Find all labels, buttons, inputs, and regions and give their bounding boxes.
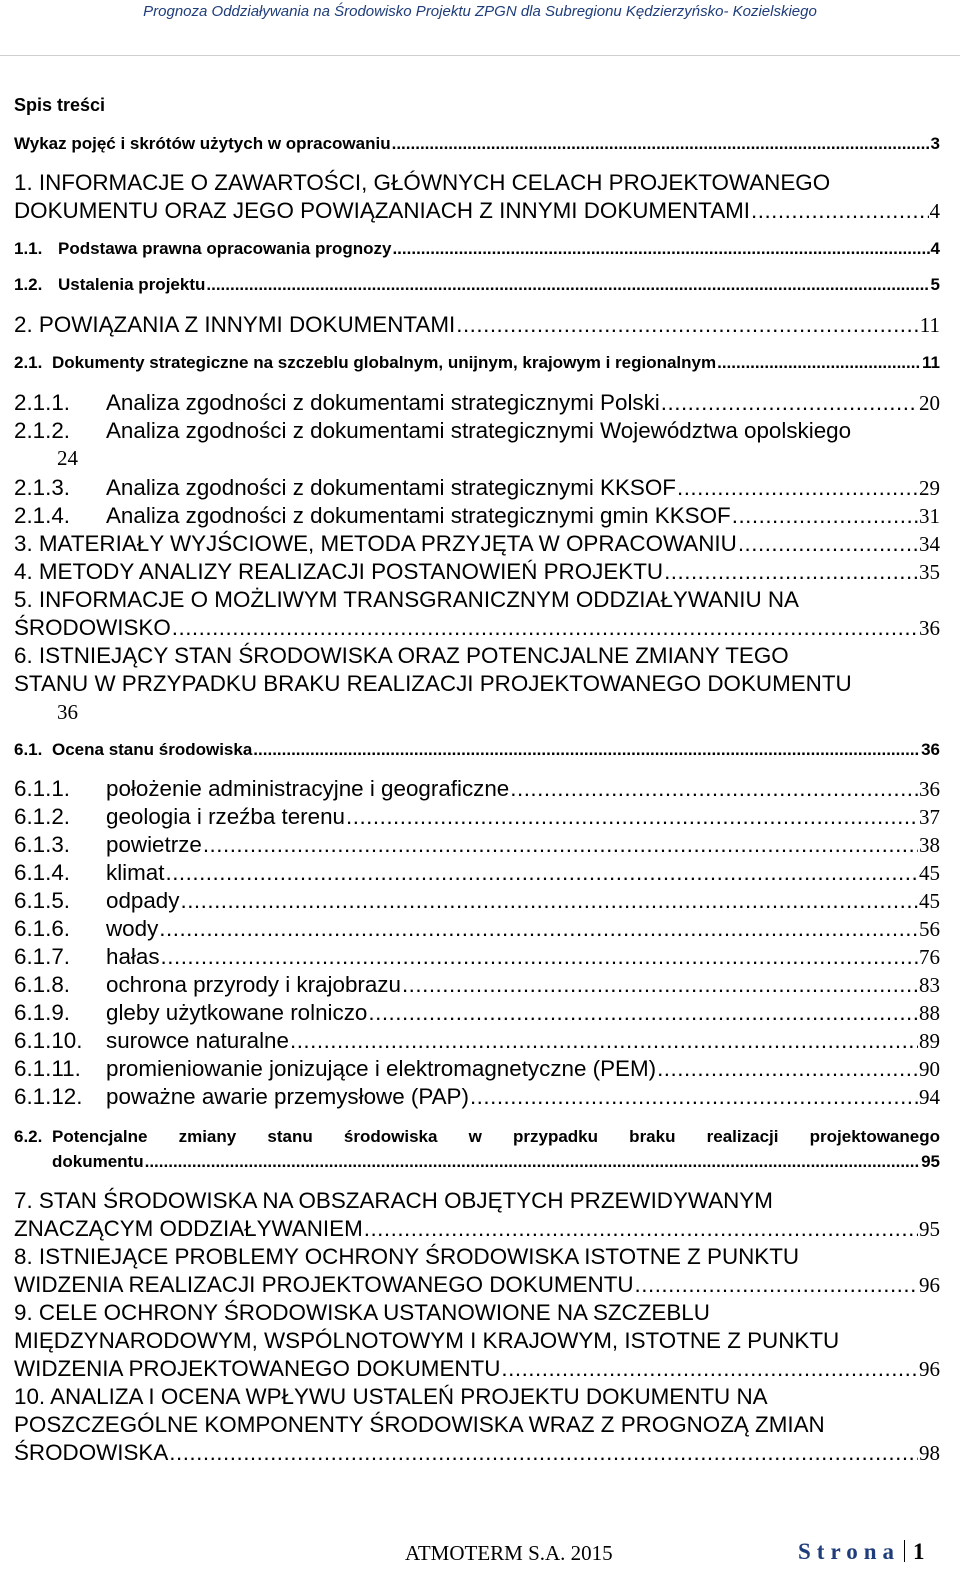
- toc-entry[interactable]: [14, 1083, 940, 1111]
- toc-entry[interactable]: [14, 1355, 940, 1383]
- toc-entry-page: 76: [919, 945, 940, 969]
- toc-entry[interactable]: [14, 311, 940, 339]
- toc-entry-line1[interactable]: 8. ISTNIEJĄCE PROBLEMY OCHRONY ŚRODOWISKA ISTOTNE Z PUNKTU: [14, 1244, 800, 1269]
- dot-leader: [738, 530, 918, 558]
- toc-entry[interactable]: [14, 915, 940, 943]
- toc-entry-text: ŚRODOWISKA: [14, 1440, 169, 1465]
- toc-entry-text: poważne awarie przemysłowe (PAP): [106, 1084, 469, 1109]
- dot-leader: [635, 1271, 918, 1299]
- dot-leader: [161, 943, 918, 971]
- toc-entry-number: 2.1.4.: [14, 503, 71, 528]
- toc-title: Spis treści: [14, 95, 106, 115]
- dot-leader: [206, 273, 929, 297]
- dot-leader: [169, 1439, 918, 1467]
- toc-entry-text: 2. POWIĄZANIA Z INNYMI DOKUMENTAMI: [14, 312, 456, 337]
- toc-entry-text: ŚRODOWISKO: [14, 615, 171, 640]
- toc-entry-number: 2.1.2.: [14, 418, 71, 443]
- toc-entry-text: Ocena stanu środowiska: [52, 740, 253, 759]
- toc-entry[interactable]: [14, 803, 940, 831]
- toc-entry-text: Analiza zgodności z dokumentami strategicznymi KKSOF: [106, 475, 676, 500]
- toc-entry[interactable]: [14, 887, 940, 915]
- dot-leader: [664, 558, 918, 586]
- toc-entry-line1[interactable]: 6. ISTNIEJĄCY STAN ŚRODOWISKA ORAZ POTENCJALNE ZMIANY TEGO: [14, 643, 789, 668]
- toc-entry-text: WIDZENIA REALIZACJI PROJEKTOWANEGO DOKUMENTU: [14, 1272, 634, 1297]
- toc-entry-number: 6.1.10.: [14, 1028, 83, 1053]
- toc-entry-text: Analiza zgodności z dokumentami strategicznymi Województwa opolskiego: [106, 418, 852, 443]
- toc-entry-number: 2.1.1.: [14, 390, 71, 415]
- footer-company: ATMOTERM S.A. 2015: [405, 1541, 613, 1565]
- toc-entry-line2[interactable]: POSZCZEGÓLNE KOMPONENTY ŚRODOWISKA WRAZ Z PROGNOZĄ ZMIAN: [14, 1412, 825, 1437]
- toc-entry-page: 94: [919, 1085, 940, 1109]
- toc-entry-number: 6.1.8.: [14, 972, 71, 997]
- dot-leader: [732, 502, 918, 530]
- toc-entry-text: surowce naturalne: [106, 1028, 289, 1053]
- toc-entry-text: dokumentu: [52, 1152, 144, 1171]
- toc-entry-page: 83: [919, 973, 940, 997]
- toc-entry-page: 38: [919, 833, 940, 857]
- toc-entry-page: 37: [919, 805, 940, 829]
- dot-leader: [501, 1355, 918, 1383]
- dot-leader: [751, 197, 928, 225]
- toc-entry[interactable]: [14, 389, 940, 417]
- toc-entry[interactable]: [14, 1215, 940, 1243]
- toc-entry-text: 3. MATERIAŁY WYJŚCIOWE, METODA PRZYJĘTA W OPRACOWANIU: [14, 531, 737, 556]
- toc-entry-page: 36: [921, 740, 940, 759]
- toc-entry[interactable]: [14, 132, 940, 156]
- toc-entry-number: 6.1.2.: [14, 804, 71, 829]
- toc-entry-line2[interactable]: STANU W PRZYPADKU BRAKU REALIZACJI PROJEKTOWANEGO DOKUMENTU: [14, 671, 852, 696]
- toc-entry-page: 11: [922, 353, 940, 372]
- toc-entry[interactable]: [14, 971, 940, 999]
- dot-leader: [159, 915, 918, 943]
- toc-entry-number: 6.1.9.: [14, 1000, 71, 1025]
- toc-entry-number: 6.1.6.: [14, 916, 71, 941]
- toc-entry-page: 98: [919, 1441, 940, 1465]
- toc-entry[interactable]: [52, 1150, 940, 1174]
- toc-entry-page: 20: [919, 391, 940, 415]
- toc-entry-number: 6.1.1.: [14, 776, 71, 801]
- toc-entry-number: 2.1.: [14, 353, 43, 372]
- toc-entry-text: Dokumenty strategiczne na szczeblu globalnym, unijnym, krajowym i regionalnym: [52, 353, 717, 372]
- toc-entry[interactable]: [14, 1271, 940, 1299]
- toc-entry-page: 29: [919, 476, 940, 500]
- toc-entry-number: 6.1.12.: [14, 1084, 83, 1109]
- toc-entry-number: 6.1.11.: [14, 1056, 81, 1081]
- toc-entry-number: 6.1.7.: [14, 944, 71, 969]
- toc-entry-text: powietrze: [106, 832, 202, 857]
- toc-entry-text: Wykaz pojęć i skrótów użytych w opracowaniu: [14, 134, 391, 153]
- toc-entry-page: 36: [919, 777, 940, 801]
- toc-entry[interactable]: [14, 474, 940, 502]
- toc-entry-page: 88: [919, 1001, 940, 1025]
- toc-entry-page: 45: [919, 889, 940, 913]
- toc-entry[interactable]: [14, 351, 940, 375]
- toc-entry-number: 6.1.3.: [14, 832, 71, 857]
- toc-entry-number: 6.1.: [14, 740, 43, 759]
- toc-entry-text: hałas: [106, 944, 160, 969]
- toc-entry-page: 31: [919, 504, 940, 528]
- toc-entry-page: 35: [919, 560, 940, 584]
- toc-entry-page[interactable]: 24: [57, 446, 78, 470]
- dot-leader: [402, 971, 918, 999]
- dot-leader: [253, 738, 920, 762]
- toc-entry-line1[interactable]: 5. INFORMACJE O MOŻLIWYM TRANSGRANICZNYM ODDZIAŁYWANIU NA: [14, 587, 799, 612]
- toc-entry-page: 3: [930, 134, 940, 153]
- toc-entry[interactable]: [14, 943, 940, 971]
- toc-entry-text: Ustalenia projektu: [58, 275, 206, 294]
- toc-entry-line1[interactable]: 7. STAN ŚRODOWISKA NA OBSZARACH OBJĘTYCH PRZEWIDYWANYM: [14, 1188, 773, 1213]
- dot-leader: [180, 887, 918, 915]
- toc-entry-text: 4. METODY ANALIZY REALIZACJI POSTANOWIEŃ PROJEKTU: [14, 559, 664, 584]
- toc-entry-page: 89: [919, 1029, 940, 1053]
- toc-entry-page: 4: [930, 239, 940, 258]
- toc-entry-text: promieniowanie jonizujące i elektromagnetyczne (PEM): [106, 1056, 657, 1081]
- dot-leader: [392, 237, 929, 261]
- toc-entry-number: 6.2.: [14, 1127, 43, 1146]
- toc-entry-text: wody: [106, 916, 159, 941]
- toc-entry-line1[interactable]: 10. ANALIZA I OCENA WPŁYWU USTALEŃ PROJEKTU DOKUMENTU NA: [14, 1384, 768, 1409]
- toc-entry-page: 34: [919, 532, 940, 556]
- toc-entry[interactable]: [14, 558, 940, 586]
- dot-leader: [290, 1027, 918, 1055]
- toc-entry-text: klimat: [106, 860, 165, 885]
- toc-entry-number: 6.1.5.: [14, 888, 71, 913]
- toc-entry[interactable]: [14, 859, 940, 887]
- toc-entry-page: 90: [919, 1057, 940, 1081]
- toc-entry-line1[interactable]: 9. CELE OCHRONY ŚRODOWISKA USTANOWIONE NA SZCZEBLU: [14, 1300, 710, 1325]
- toc-entry[interactable]: [14, 999, 940, 1027]
- dot-leader: [364, 1215, 918, 1243]
- toc-entry-page: 96: [919, 1357, 940, 1381]
- toc-entry[interactable]: [14, 502, 940, 530]
- toc-entry-number: 1.2.: [14, 275, 43, 294]
- footer-page-label: Strona: [798, 1539, 901, 1564]
- toc-entry-line1[interactable]: [14, 1125, 940, 1149]
- toc-entry-page: 45: [919, 861, 940, 885]
- toc-entry[interactable]: [14, 614, 940, 642]
- toc-entry-page[interactable]: 36: [57, 700, 78, 724]
- dot-leader: [510, 775, 918, 803]
- toc-entry-text: Analiza zgodności z dokumentami strategicznymi Polski: [106, 390, 660, 415]
- running-header: Prognoza Oddziaływania na Środowisko Projektu ZPGN dla Subregionu Kędzierzyńsko- Kozielskiego: [143, 3, 817, 20]
- toc-entry[interactable]: [14, 530, 940, 558]
- toc-entry[interactable]: [14, 1439, 940, 1467]
- toc-entry[interactable]: [14, 273, 940, 297]
- footer-page-number: 1: [913, 1539, 925, 1564]
- dot-leader: [346, 803, 918, 831]
- dot-leader: [165, 859, 918, 887]
- dot-leader: [172, 614, 918, 642]
- toc-entry-text: ochrona przyrody i krajobrazu: [106, 972, 401, 997]
- toc-entry[interactable]: [14, 775, 940, 803]
- dot-leader: [145, 1150, 920, 1174]
- toc-entry-number: 6.1.4.: [14, 860, 71, 885]
- toc-entry-page: 56: [919, 917, 940, 941]
- toc-entry-text: odpady: [106, 888, 180, 913]
- toc-entry-page: 4: [929, 199, 940, 223]
- dot-leader: [392, 132, 930, 156]
- toc-entry-page: 96: [919, 1273, 940, 1297]
- dot-leader: [203, 831, 918, 859]
- dot-leader: [717, 351, 921, 375]
- toc-entry-number: 2.1.3.: [14, 475, 71, 500]
- header-divider: [0, 55, 960, 56]
- dot-leader: [677, 474, 918, 502]
- toc-entry-line2[interactable]: MIĘDZYNARODOWYM, WSPÓLNOTOWYM I KRAJOWYM, ISTOTNE Z PUNKTU: [14, 1328, 840, 1353]
- toc-entry-text: DOKUMENTU ORAZ JEGO POWIĄZANIACH Z INNYMI DOKUMENTAMI: [14, 198, 751, 223]
- dot-leader: [456, 311, 919, 339]
- toc-entry[interactable]: [14, 1027, 940, 1055]
- dot-leader: [368, 999, 918, 1027]
- toc-entry-text: gleby użytkowane rolniczo: [106, 1000, 368, 1025]
- toc-entry[interactable]: [14, 831, 940, 859]
- toc-entry-line1[interactable]: 1. INFORMACJE O ZAWARTOŚCI, GŁÓWNYCH CELACH PROJEKTOWANEGO: [14, 170, 831, 195]
- toc-entry[interactable]: [14, 738, 940, 762]
- toc-entry-page: 95: [921, 1152, 940, 1171]
- toc-entry-text: Analiza zgodności z dokumentami strategicznymi gmin KKSOF: [106, 503, 731, 528]
- toc-entry-page: 11: [919, 313, 940, 337]
- toc-entry-number: 1.1.: [14, 239, 43, 258]
- toc-entry-text: WIDZENIA PROJEKTOWANEGO DOKUMENTU: [14, 1356, 501, 1381]
- toc-entry-text: Potencjalne zmiany stanu środowiska w przypadku braku realizacji projektowanego: [52, 1127, 940, 1146]
- toc-entry[interactable]: [14, 237, 940, 261]
- toc-entry-page: 95: [919, 1217, 940, 1241]
- toc-entry[interactable]: [14, 417, 940, 445]
- dot-leader: [661, 389, 918, 417]
- toc-entry-text: położenie administracyjne i geograficzne: [106, 776, 510, 801]
- footer-separator: [904, 1540, 905, 1562]
- toc-entry-text: geologia i rzeźba terenu: [106, 804, 345, 829]
- toc-entry-page: 36: [919, 616, 940, 640]
- toc-entry-text: ZNACZĄCYM ODDZIAŁYWANIEM: [14, 1216, 363, 1241]
- toc-entry-page: 5: [930, 275, 940, 294]
- toc-entry-text: Podstawa prawna opracowania prognozy: [58, 239, 392, 258]
- toc-entry[interactable]: [14, 197, 940, 225]
- toc-entry[interactable]: [14, 1055, 940, 1083]
- dot-leader: [470, 1083, 918, 1111]
- dot-leader: [657, 1055, 918, 1083]
- footer-page-indicator: [798, 1538, 925, 1566]
